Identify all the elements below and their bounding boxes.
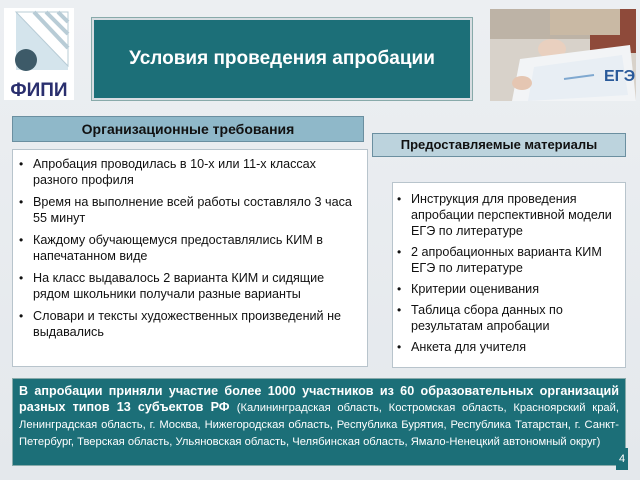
bullet-icon: • (19, 309, 24, 323)
bullet-icon: • (397, 245, 402, 259)
bullet-icon: • (397, 303, 402, 317)
list-item: • Анкета для учителя (397, 340, 527, 354)
org-requirements-list (12, 149, 368, 367)
fipi-logo (4, 8, 74, 100)
title-banner (92, 18, 472, 100)
list-item: • Словари и тексты художественных произведений не выдавались (19, 309, 342, 339)
page-title: Условия проведения апробации (129, 48, 435, 69)
bullet-icon: • (19, 233, 24, 247)
list-item: • Время на выполнение всей работы составляло 3 часа 55 минут (19, 195, 352, 225)
summary-banner (12, 378, 626, 466)
list-item: • На класс выдавалось 2 варианта КИМ и сидящие рядом школьники получали разные варианты (19, 271, 325, 301)
org-requirements-header: Организационные требования (12, 116, 364, 142)
bullet-icon: • (397, 340, 402, 354)
bullet-icon: • (19, 271, 24, 285)
booklet-label: ЕГЭ (604, 68, 636, 85)
bullet-icon: • (397, 192, 402, 206)
list-item: • Апробация проводилась в 10-х или 11-х классах разного профиля (19, 157, 316, 187)
summary-regions-text: (Калининградская область, Костромская область, Красноярский край, Ленинградская область, г. Москва, Нижегородская область, Республика Бурятия, Республика Татарстан, г. Санкт-Петербург, Тверская область, Ульяновская область, Челябинская область, Ямало-Ненецкий автономный округ) (19, 402, 620, 448)
page-number: 4 (616, 448, 628, 470)
list-item: • Таблица сбора данных по результатам апробации (397, 303, 563, 333)
logo-text: ФИПИ (10, 80, 68, 101)
list-item: • Инструкция для проведения апробации перспективной модели ЕГЭ по литературе (397, 192, 612, 238)
materials-header: Предоставляемые материалы (372, 133, 626, 157)
materials-list (392, 182, 626, 368)
exam-photo (490, 9, 636, 101)
bullet-icon: • (397, 282, 402, 296)
list-item: • 2 апробационных варианта КИМ ЕГЭ по литературе (397, 245, 602, 275)
bullet-icon: • (19, 195, 24, 209)
list-item: • Каждому обучающемуся предоставлялись КИМ в напечатанном виде (19, 233, 323, 263)
list-item: • Критерии оценивания (397, 282, 540, 296)
summary-bold-text: В апробации приняли участие более 1000 участников из 60 образовательных организаций разных типов 13 субъектов РФ (19, 384, 619, 414)
fipi-logo-mark (4, 8, 74, 80)
bullet-icon: • (19, 157, 24, 171)
